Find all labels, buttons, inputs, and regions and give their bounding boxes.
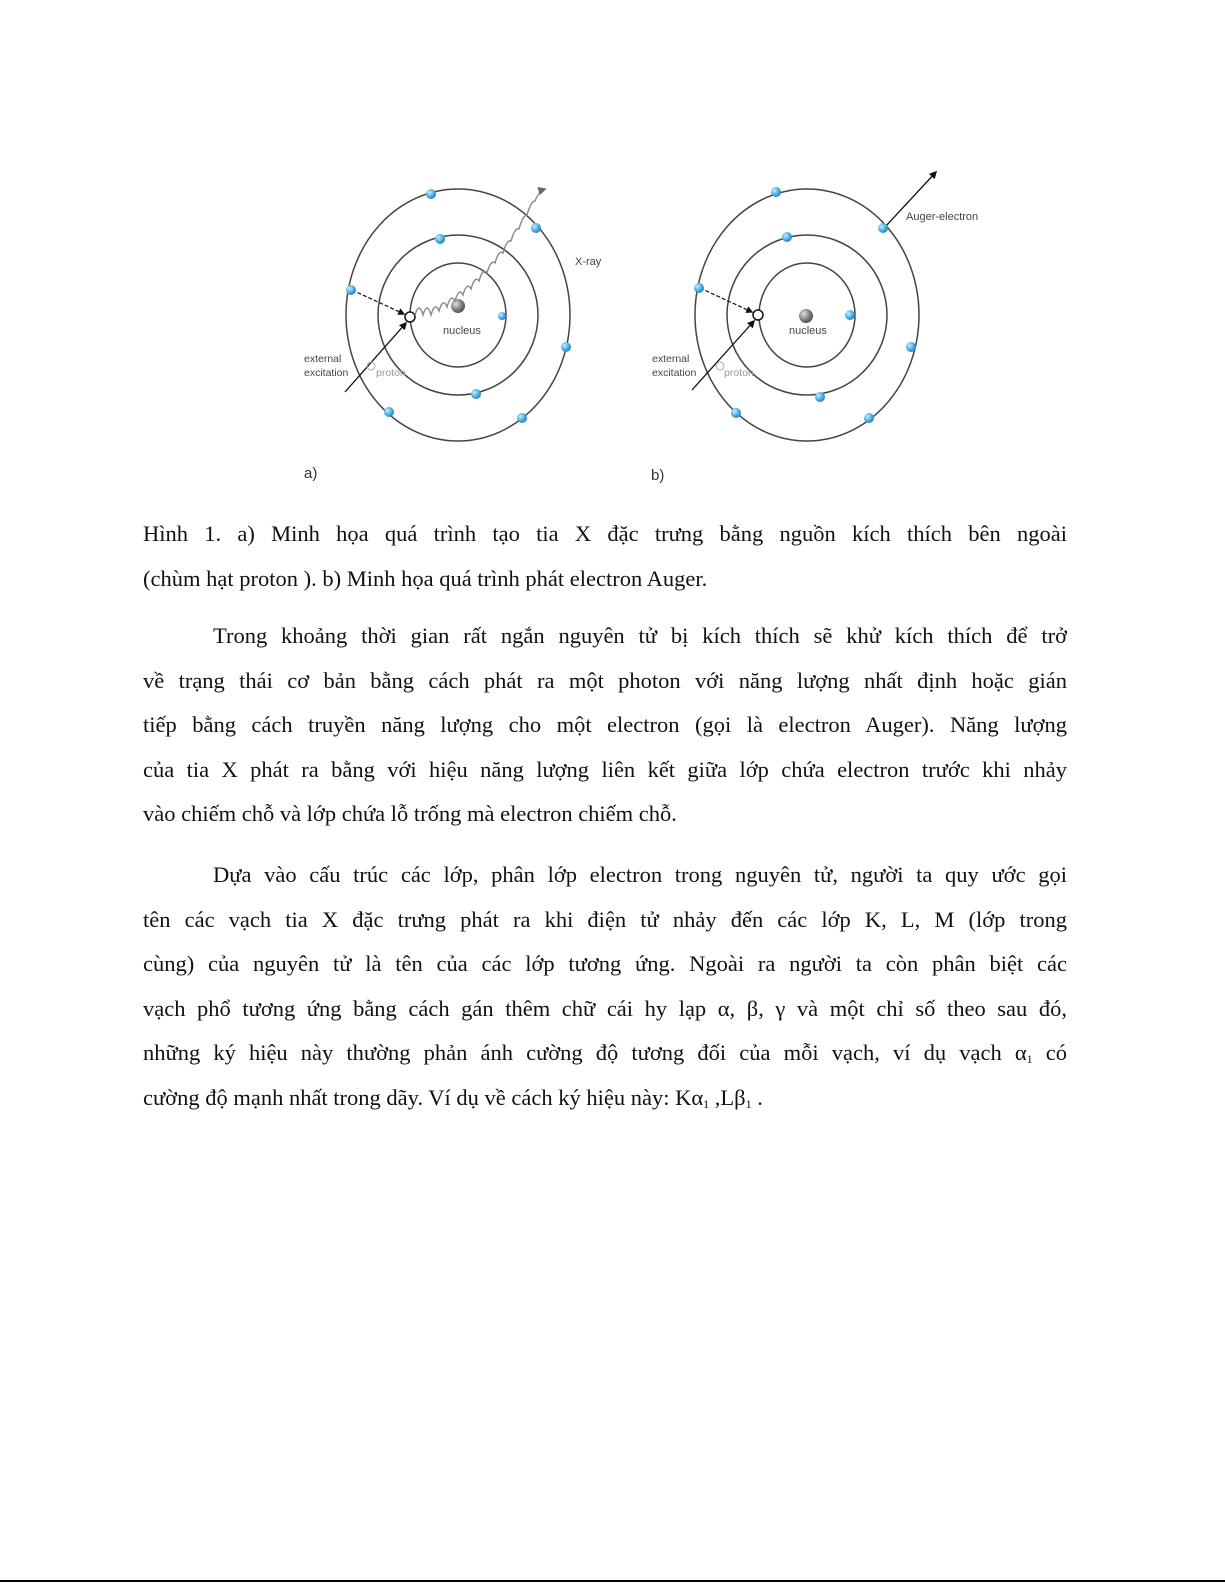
paragraph-line: vào chiếm chỗ và lớp chứa lỗ trống mà electron chiếm chỗ. — [143, 801, 677, 826]
paragraph-line: tiếp bằng cách truyền năng lượng cho một electron (gọi là electron Auger). Năng lượng — [143, 712, 1067, 737]
electron-icon — [815, 392, 825, 402]
electron-icon — [561, 342, 571, 352]
proton-label: proton — [724, 367, 754, 379]
symbol-l-beta: ,Lβ — [709, 1084, 746, 1110]
electron-icon — [517, 413, 527, 423]
xray-label: X-ray — [575, 256, 602, 268]
paragraph-line: tên các vạch tia X đặc trưng phát ra khi điện tử nhảy đến các lớp K, L, M (lớp trong — [143, 906, 1067, 932]
nucleus-icon — [799, 309, 813, 323]
nucleus-label: nucleus — [789, 325, 827, 337]
excitation-label-line2: excitation — [652, 367, 697, 379]
caption-line: Hình 1. a) Minh họa quá trình tạo tia X đặc trưng bằng nguồn kích thích bên ngoài — [143, 521, 1067, 546]
electron-icon — [498, 312, 506, 320]
electron-icon — [731, 408, 741, 418]
figure-atom-diagrams — [290, 160, 1010, 500]
excitation-label-line2: excitation — [304, 367, 349, 379]
auger-electron-label: Auger-electron — [906, 211, 979, 223]
electron-icon — [878, 223, 888, 233]
electron-icon — [771, 187, 781, 197]
subscript: 1 — [1026, 1052, 1033, 1066]
electron-icon — [346, 285, 356, 295]
electron-icon — [435, 234, 445, 244]
paragraph-2 — [143, 853, 1067, 1120]
paragraph-line — [143, 1076, 1067, 1121]
excitation-label-line1: external — [652, 353, 690, 365]
figure-caption — [143, 512, 1067, 601]
electron-icon — [845, 310, 855, 320]
vacancy-icon — [405, 312, 415, 322]
orbit-k — [410, 263, 506, 367]
caption-line: (chùm hạt proton ). b) Minh họa quá trình phát electron Auger. — [143, 565, 708, 591]
paragraph-line: cùng) của nguyên tử là tên của các lớp tương ứng. Ngoài ra người ta còn phân biệt các — [143, 951, 1067, 976]
paragraph-line: của tia X phát ra bằng với hiệu năng lượng liên kết giữa lớp chứa electron trước khi nhảy — [143, 756, 1067, 782]
xray-wave-icon — [415, 189, 545, 315]
paragraph-line: Dựa vào cấu trúc các lớp, phân lớp electron trong nguyên tử, người ta quy ước gọi — [213, 862, 1067, 887]
electron-icon — [384, 407, 394, 417]
subscript: 1 — [703, 1096, 710, 1111]
line-text: . — [751, 1084, 763, 1110]
symbol-k-alpha: Kα — [675, 1084, 704, 1110]
proton-icon — [716, 362, 724, 370]
figure-svg — [290, 160, 1010, 500]
paragraph-line: về trạng thái cơ bản bằng cách phát ra một photon với năng lượng nhất định hoặc gián — [143, 667, 1067, 693]
line-text: những ký hiệu này thường phản ánh cường độ tương đối của mỗi vạch, ví dụ vạch — [143, 1040, 1015, 1065]
panel-b-diagram — [651, 172, 978, 484]
electron-icon — [782, 232, 792, 242]
electron-icon — [694, 283, 704, 293]
panel-b-label: b) — [651, 467, 665, 484]
electron-icon — [864, 413, 874, 423]
page-bottom-rule — [0, 1580, 1225, 1582]
vacancy-icon — [753, 310, 763, 320]
excitation-label-line1: external — [304, 353, 342, 365]
electron-icon — [471, 389, 481, 399]
paragraph-line: vạch phổ tương ứng bằng cách gán thêm chữ cái hy lạp α, β, γ và một chỉ số theo sau đó, — [143, 995, 1067, 1021]
subscript: 1 — [745, 1096, 752, 1111]
paragraph-line — [143, 1031, 1067, 1076]
paragraph-1 — [143, 614, 1067, 837]
line-text: cường độ mạnh nhất trong dãy. Ví dụ về cách ký hiệu này: — [143, 1084, 676, 1110]
excitation-arrow — [345, 323, 406, 392]
electron-icon — [426, 189, 436, 199]
symbol-alpha: α — [1014, 1040, 1027, 1065]
panel-a-label: a) — [304, 465, 318, 482]
line-text: có — [1032, 1040, 1067, 1065]
proton-label: proton — [376, 367, 406, 379]
electron-transition-arrow — [700, 288, 752, 312]
nucleus-icon — [451, 299, 465, 313]
panel-a-diagram — [304, 189, 602, 482]
nucleus-label: nucleus — [443, 325, 481, 337]
paragraph-line: Trong khoảng thời gian rất ngắn nguyên tử bị kích thích sẽ khử kích thích để trở — [213, 623, 1067, 648]
electron-icon — [531, 223, 541, 233]
electron-icon — [906, 342, 916, 352]
